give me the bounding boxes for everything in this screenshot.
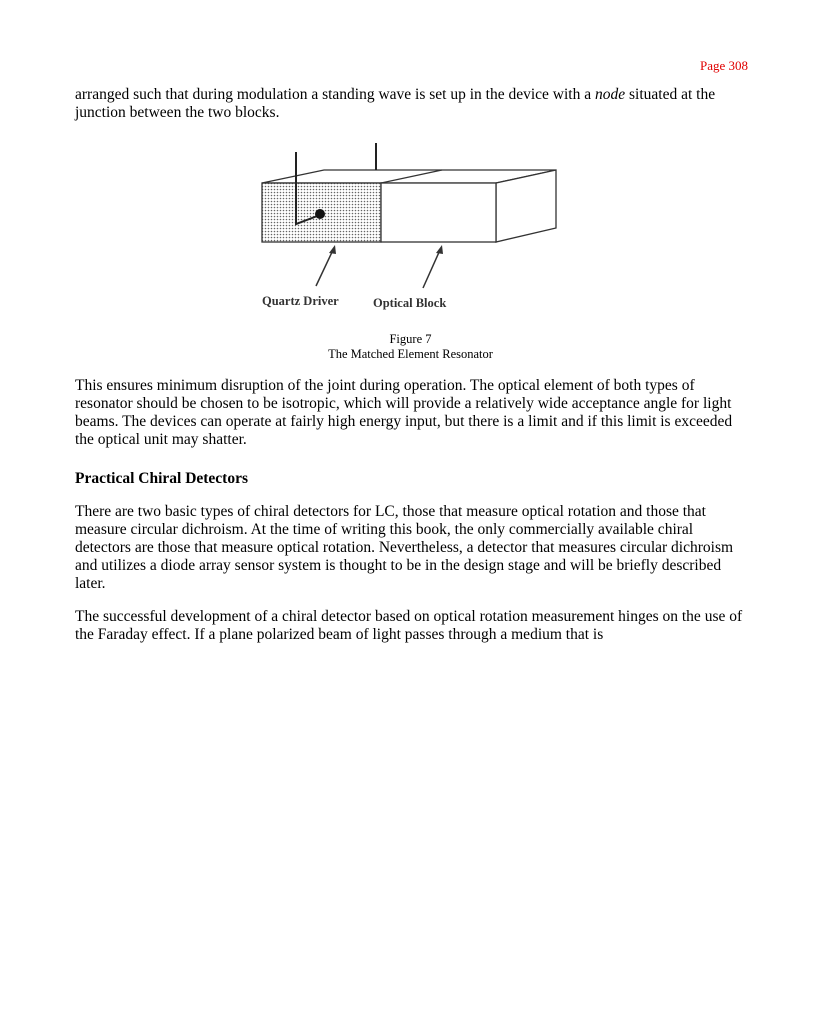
body-paragraph: There are two basic types of chiral detectors for LC, those that measure optical rotation and those that measure circular dichroism. At the time of writing this book, the only commercially available chiral detectors are those that measure optical rotation. Nevertheless, a detector that measures circular dichroism and utilizes a diode array sensor system is thought to be in the design stage and will be briefly described later. [75,503,734,592]
intro-text-end: situated at the junction between the two blocks. [75,86,716,121]
electrode-node [315,209,325,219]
section-heading: Practical Chiral Detectors [75,470,249,487]
figure-title: The Matched Element Resonator [328,347,493,361]
block-arrow [423,250,440,288]
driver-arrowhead [329,245,336,254]
intro-emphasis: node [594,86,626,103]
block-arrowhead [436,245,443,254]
page-number: Page 308 [699,58,748,73]
optical-block-label: Optical Block [373,296,447,310]
block-right-face [496,170,556,242]
body-paragraph: This ensures minimum disruption of the joint during operation. The optical element of both types of resonator should be chosen to be isotropic, which will provide a relatively wide acceptance angle for light beams. The devices can operate at fairly high energy input, but there is a limit and if this limit is exceeded the optical unit may shatter. [75,377,733,448]
optical-block-face [381,183,496,242]
driver-arrow [316,250,333,286]
body-paragraph: The successful development of a chiral detector based on optical rotation measurement hinges on the use of the Faraday effect. If a plane polarized beam of light passes through a medium that is [75,608,743,643]
quartz-driver-label: Quartz Driver [262,294,339,308]
figure-number: Figure 7 [389,332,432,346]
resonator-figure [240,140,580,325]
intro-paragraph [75,86,747,122]
intro-text-start: arranged such that during modulation a standing wave is set up in the device with a [75,86,595,103]
